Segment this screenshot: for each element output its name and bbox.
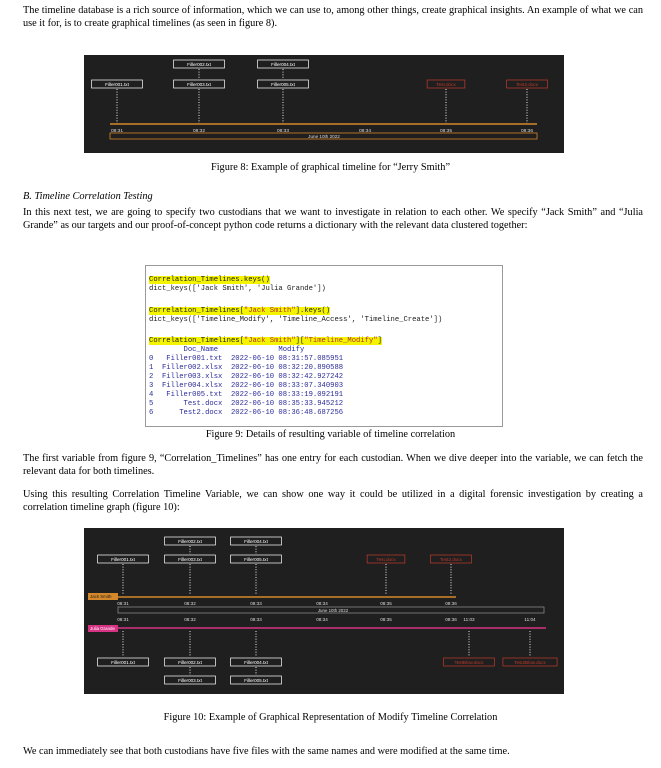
code-table-header: Doc_Name Modify: [149, 346, 305, 354]
fig10-jack-tick: 08:35: [380, 601, 392, 606]
fig10-top-file-lower-label: Filler001.txt: [111, 556, 135, 562]
fig8-file-mid-label: Filler003.txt: [187, 81, 211, 87]
code-cmd-3d: "Timeline_Modify": [304, 337, 378, 345]
code-cmd-1: Correlation_Timelines.keys(): [149, 276, 270, 284]
code-cmd-3c: ][: [295, 337, 305, 345]
fig10-jack-tick: 08:33: [250, 601, 262, 606]
fig10-julia-tick: 08:31: [117, 617, 129, 622]
section-heading: B. Timeline Correlation Testing: [23, 191, 153, 202]
fig10-jack-tick: 08:34: [316, 601, 328, 606]
paragraph-intro: The timeline database is a rich source of information, which we can use to, among other things, create graphical insights. An example of what we can use it for, is to create graphical timelines (as seen in figure 8).: [23, 5, 643, 29]
code-out-2: dict_keys(['Timeline_Modify', 'Timeline_Access', 'Timeline_Create']): [149, 316, 443, 324]
fig10-bottom-file-upper-label: TestBlow.docx: [454, 659, 484, 665]
fig10-bottom-file-upper-label: Test2Blow.docx: [514, 659, 546, 665]
code-cmd-3a: Correlation_Timelines[: [149, 337, 244, 345]
code-row: 6 Test2.docx 2022-06-10 08:36:48.687256: [149, 409, 344, 417]
paragraph-section: In this next test, we are going to specify two custodians that we want to investigate in relation to each other. We specify “Jack Smith” and “Julia Grande” as our targets and our proof-of-concept python code returns a dictionary with the relevant data clustered together:: [23, 207, 643, 231]
figure-10-correlation-timeline: [84, 528, 564, 694]
code-cmd-3b: "Jack Smith": [243, 337, 296, 345]
fig10-julia-tick: 11:03: [463, 617, 475, 622]
fig8-file-mid-label: Filler001.txt: [105, 81, 129, 87]
paragraph-conclusion: We can immediately see that both custodians have five files with the same names and were modified at the same time.: [23, 746, 510, 757]
code-row: 4 Filler005.txt 2022-06-10 08:33:19.092191: [149, 391, 344, 399]
figure-8-chart: [84, 55, 564, 153]
paragraph-variable: The first variable from figure 9, “Correlation_Timelines” has one entry for each custodian. When we dive deeper into the variable, we can fetch the relevant data for both timelines.: [23, 453, 643, 477]
code-row: 2 Filler003.xlsx 2022-06-10 08:32:42.927242: [149, 373, 344, 381]
figure-9-code-block: [145, 265, 503, 427]
fig10-jack-tick: 08:32: [184, 601, 196, 606]
fig10-top-file-lower-label: Test2.docx: [440, 556, 462, 562]
code-row: 5 Test.docx 2022-06-10 08:35:33.945212: [149, 400, 344, 408]
fig10-julia-tick: 08:33: [250, 617, 262, 622]
fig8-tick-label: 08:32: [192, 129, 206, 134]
figure-8-timeline: [84, 55, 564, 153]
fig8-file-mid-label: Test2.docx: [516, 81, 538, 87]
fig8-tick-label: 08:35: [439, 129, 453, 134]
code-row: 0 Filler001.txt 2022-06-10 08:31:57.085951: [149, 355, 344, 363]
code-out-1: dict_keys(['Jack Smith', 'Julia Grande']): [149, 285, 326, 293]
fig10-custodian1-label: Jack Smith: [90, 594, 112, 600]
fig10-top-file-upper-label: Filler004.txt: [244, 538, 268, 544]
fig8-file-top-label: Filler002.txt: [187, 61, 211, 67]
fig10-julia-tick: 08:35: [380, 617, 392, 622]
fig10-custodian2-label: Julia Grande: [90, 626, 115, 632]
code-cmd-3e: ]: [377, 337, 382, 345]
fig8-file-mid-label: Filler005.txt: [271, 81, 295, 87]
fig10-top-file-lower-label: Filler003.txt: [178, 556, 202, 562]
code-row: 3 Filler004.xlsx 2022-06-10 08:33:07.340903: [149, 382, 344, 390]
code-cmd-2b: "Jack Smith": [243, 307, 296, 315]
fig10-julia-tick: 11:04: [524, 617, 536, 622]
fig8-date-label: June 10th 2022: [308, 134, 340, 139]
code-row: 1 Filler002.xlsx 2022-06-10 08:32:20.890588: [149, 364, 344, 372]
fig10-bottom-file-lower-label: Filler003.txt: [178, 677, 202, 683]
fig10-jack-tick: 08:31: [117, 601, 129, 606]
fig10-jack-tick: 08:36: [445, 601, 457, 606]
fig10-julia-tick: 08:34: [316, 617, 328, 622]
fig10-bottom-file-upper-label: Filler002.txt: [178, 659, 202, 665]
fig10-top-file-lower-label: Test.docx: [376, 556, 396, 562]
fig8-tick-label: 08:33: [276, 129, 290, 134]
paragraph-usage: Using this resulting Correlation Timeline Variable, we can show one way it could be utilized in a digital forensic investigation by creating a correlation timeline graph (figure 10):: [23, 489, 643, 513]
fig10-julia-tick: 08:36: [445, 617, 457, 622]
fig10-julia-tick: 08:32: [184, 617, 196, 622]
figure-10-chart: [84, 528, 564, 694]
code-cmd-2a: Correlation_Timelines[: [149, 307, 244, 315]
fig10-bottom-file-lower-label: Filler005.txt: [244, 677, 268, 683]
figure-8-caption: Figure 8: Example of graphical timeline for “Jerry Smith”: [210, 162, 451, 173]
fig8-tick-label: 08:34: [358, 129, 372, 134]
fig10-bottom-file-upper-label: Filler001.txt: [111, 659, 135, 665]
fig8-tick-label: 08:36: [520, 129, 534, 134]
fig8-file-mid-label: Test.docx: [436, 81, 456, 87]
fig10-top-file-lower-label: Filler005.txt: [244, 556, 268, 562]
fig8-file-top-label: Filler004.txt: [271, 61, 295, 67]
fig10-date-label: June 10th 2022: [317, 608, 349, 613]
code-cmd-2c: ].keys(): [295, 307, 331, 315]
figure-10-caption: Figure 10: Example of Graphical Representation of Modify Timeline Correlation: [163, 712, 498, 723]
figure-9-caption: Figure 9: Details of resulting variable of timeline correlation: [205, 429, 456, 440]
fig10-top-file-upper-label: Filler002.txt: [178, 538, 202, 544]
fig10-bottom-file-upper-label: Filler004.txt: [244, 659, 268, 665]
fig8-tick-label: 08:31: [110, 129, 124, 134]
